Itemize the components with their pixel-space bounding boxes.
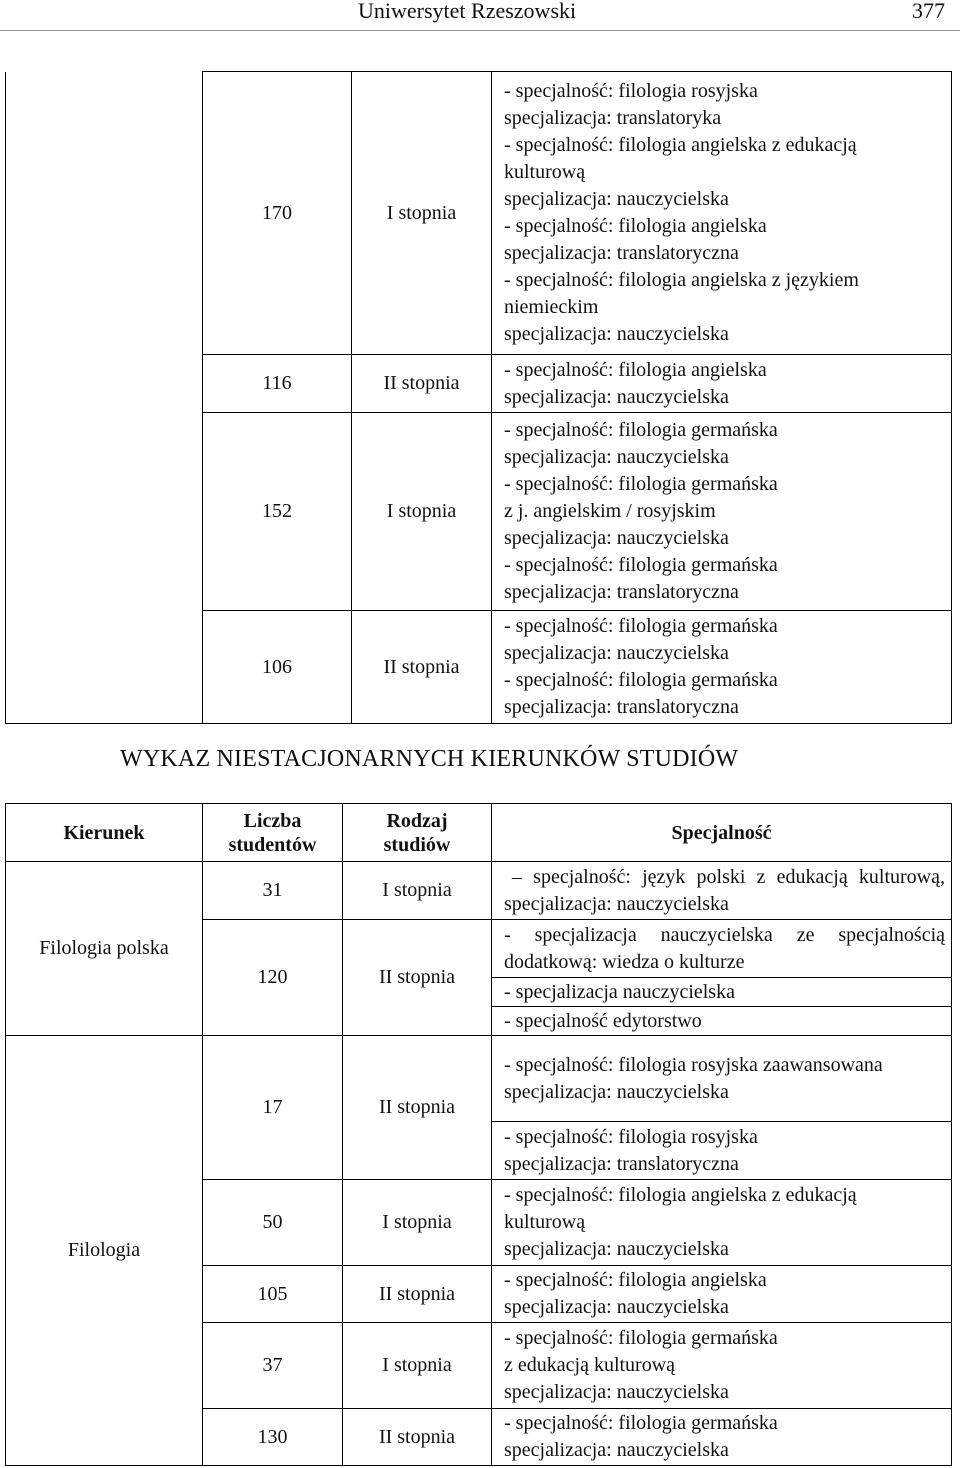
degree-cell: I stopnia <box>343 862 492 920</box>
header-line: Rodzaj <box>386 809 448 832</box>
specialty-line: - specjalność: filologia angielska <box>504 358 767 381</box>
specialty-line: specjalizacja: translatoryka <box>504 107 722 129</box>
kierunek-cell <box>6 72 203 355</box>
specialty-line: specjalizacja: nauczycielska <box>504 323 729 345</box>
table-header-row <box>6 804 952 862</box>
specialty-cell <box>492 1266 952 1323</box>
kierunek-cell <box>6 355 203 413</box>
specialty-cell <box>492 413 952 611</box>
specialty-line: - specjalność: filologia angielska <box>504 1269 767 1291</box>
count-cell: 152 <box>203 413 352 611</box>
specialty-line: specjalizacja: nauczycielska <box>504 642 729 664</box>
header-line: studiów <box>383 833 451 856</box>
count-cell: 31 <box>203 862 343 920</box>
specialty-line: - specjalność: filologia germańska <box>504 1412 778 1434</box>
specialty-line: specjalizacja: nauczycielska <box>504 188 729 210</box>
count-cell: 130 <box>203 1409 343 1466</box>
kierunek-cell <box>6 611 203 724</box>
degree-cell: II stopnia <box>343 920 492 1036</box>
degree-cell: II stopnia <box>352 355 492 413</box>
specialty-line: - specjalność: filologia germańska <box>504 1327 778 1349</box>
stacjonarne-table-continuation <box>5 71 952 724</box>
specialty-line: specjalizacja: translatoryczna <box>504 242 739 264</box>
specialty-cell <box>492 1323 952 1409</box>
specialty-cell <box>492 355 952 413</box>
count-cell: 116 <box>203 355 352 413</box>
specialty-line: - specjalność edytorstwo <box>504 1009 702 1032</box>
header-rodzaj-studiow <box>343 804 492 862</box>
specialty-line: specjalizacja: nauczycielska <box>504 385 729 408</box>
specialty-line: - specjalność: filologia rosyjska <box>504 1125 758 1148</box>
table-row <box>6 72 952 355</box>
specialty-line: z edukacją kulturową <box>504 1354 676 1376</box>
specialty-line: - specjalność: filologia angielska z edukacją <box>504 134 857 156</box>
count-cell: 170 <box>203 72 352 355</box>
specialty-line: specjalizacja: nauczycielska <box>504 446 729 468</box>
university-name: Uniwersytet Rzeszowski <box>358 0 577 23</box>
kierunek-filologia-polska: Filologia polska <box>6 862 203 1036</box>
degree-cell: I stopnia <box>343 1323 492 1409</box>
degree-cell: I stopnia <box>352 413 492 611</box>
table-row <box>6 862 952 920</box>
specialty-line: - specjalność: filologia germańska <box>504 554 778 576</box>
count-cell: 105 <box>203 1266 343 1323</box>
degree-cell: II stopnia <box>343 1409 492 1466</box>
page-number: 377 <box>912 0 945 23</box>
specialty-line: specjalizacja: translatoryczna <box>504 1152 739 1175</box>
specialty-cell <box>492 920 952 978</box>
specialty-line: specjalizacja: translatoryczna <box>504 696 739 718</box>
specialty-line: z j. angielskim / rosyjskim <box>504 500 716 522</box>
kierunek-cell <box>6 413 203 611</box>
header-kierunek: Kierunek <box>6 804 203 862</box>
specialty-line: - specjalność: filologia rosyjska zaawansowana <box>504 1053 883 1076</box>
specialty-line: specjalizacja: translatoryczna <box>504 581 739 603</box>
table-row <box>6 1036 952 1122</box>
specialty-line: - specjalność: filologia angielska z edukacją <box>504 1184 857 1206</box>
count-cell: 106 <box>203 611 352 724</box>
specialty-line: kulturową <box>504 161 586 183</box>
specialty-line: specjalizacja: nauczycielska <box>504 1439 729 1461</box>
specialty-line: specjalizacja: nauczycielska <box>504 527 729 549</box>
specialty-line: - specjalność: filologia angielska <box>504 215 767 237</box>
specialty-cell <box>492 1122 952 1180</box>
specialty-line: - specjalność: filologia rosyjska <box>504 80 758 102</box>
specialty-line: kulturową <box>504 1211 586 1233</box>
specialty-line: - specjalność: filologia germańska <box>504 419 778 441</box>
specialty-cell <box>492 611 952 724</box>
specialty-cell <box>492 1180 952 1266</box>
specialty-line: specjalizacja: nauczycielska <box>504 1080 729 1103</box>
page-header <box>0 0 960 30</box>
count-cell: 120 <box>203 920 343 1036</box>
kierunek-filologia: Filologia <box>6 1036 203 1466</box>
specialty-line: – specjalność: język polski z edukacją kulturową, specjalizacja: nauczycielska <box>504 865 945 915</box>
specialty-line: - specjalizacja nauczycielska <box>504 980 735 1003</box>
specialty-line: specjalizacja: nauczycielska <box>504 1238 729 1260</box>
specialty-cell <box>492 1036 952 1122</box>
degree-cell: II stopnia <box>343 1266 492 1323</box>
count-cell: 50 <box>203 1180 343 1266</box>
specialty-cell <box>492 72 952 355</box>
specialty-cell <box>492 1007 952 1036</box>
specialty-line: - specjalność: filologia angielska z językiem <box>504 269 859 291</box>
header-line: studentów <box>228 833 317 856</box>
table-row <box>6 355 952 413</box>
specialty-line: - specjalność: filologia germańska <box>504 473 778 495</box>
count-cell: 37 <box>203 1323 343 1409</box>
section-title: WYKAZ NIESTACJONARNYCH KIERUNKÓW STUDIÓW <box>120 746 739 772</box>
table-row <box>6 413 952 611</box>
specialty-cell <box>492 862 952 920</box>
degree-cell: II stopnia <box>352 611 492 724</box>
specialty-line: - specjalność: filologia germańska <box>504 669 778 691</box>
specialty-line: specjalizacja: nauczycielska <box>504 1381 729 1403</box>
niestacjonarne-table <box>5 803 952 1466</box>
header-divider <box>0 30 960 31</box>
count-cell: 17 <box>203 1036 343 1180</box>
degree-cell: I stopnia <box>343 1180 492 1266</box>
header-liczba-studentow <box>203 804 343 862</box>
specialty-line: - specjalizacja nauczycielska ze specjalnością dodatkową: wiedza o kulturze <box>504 923 945 973</box>
specialty-line: - specjalność: filologia germańska <box>504 615 778 637</box>
specialty-cell <box>492 978 952 1007</box>
specialty-cell <box>492 1409 952 1466</box>
header-specjalnosc: Specjalność <box>492 804 952 862</box>
specialty-line: niemieckim <box>504 296 599 318</box>
specialty-line: specjalizacja: nauczycielska <box>504 1296 729 1318</box>
degree-cell: II stopnia <box>343 1036 492 1180</box>
table-row <box>6 611 952 724</box>
degree-cell: I stopnia <box>352 72 492 355</box>
header-line: Liczba <box>243 809 302 832</box>
